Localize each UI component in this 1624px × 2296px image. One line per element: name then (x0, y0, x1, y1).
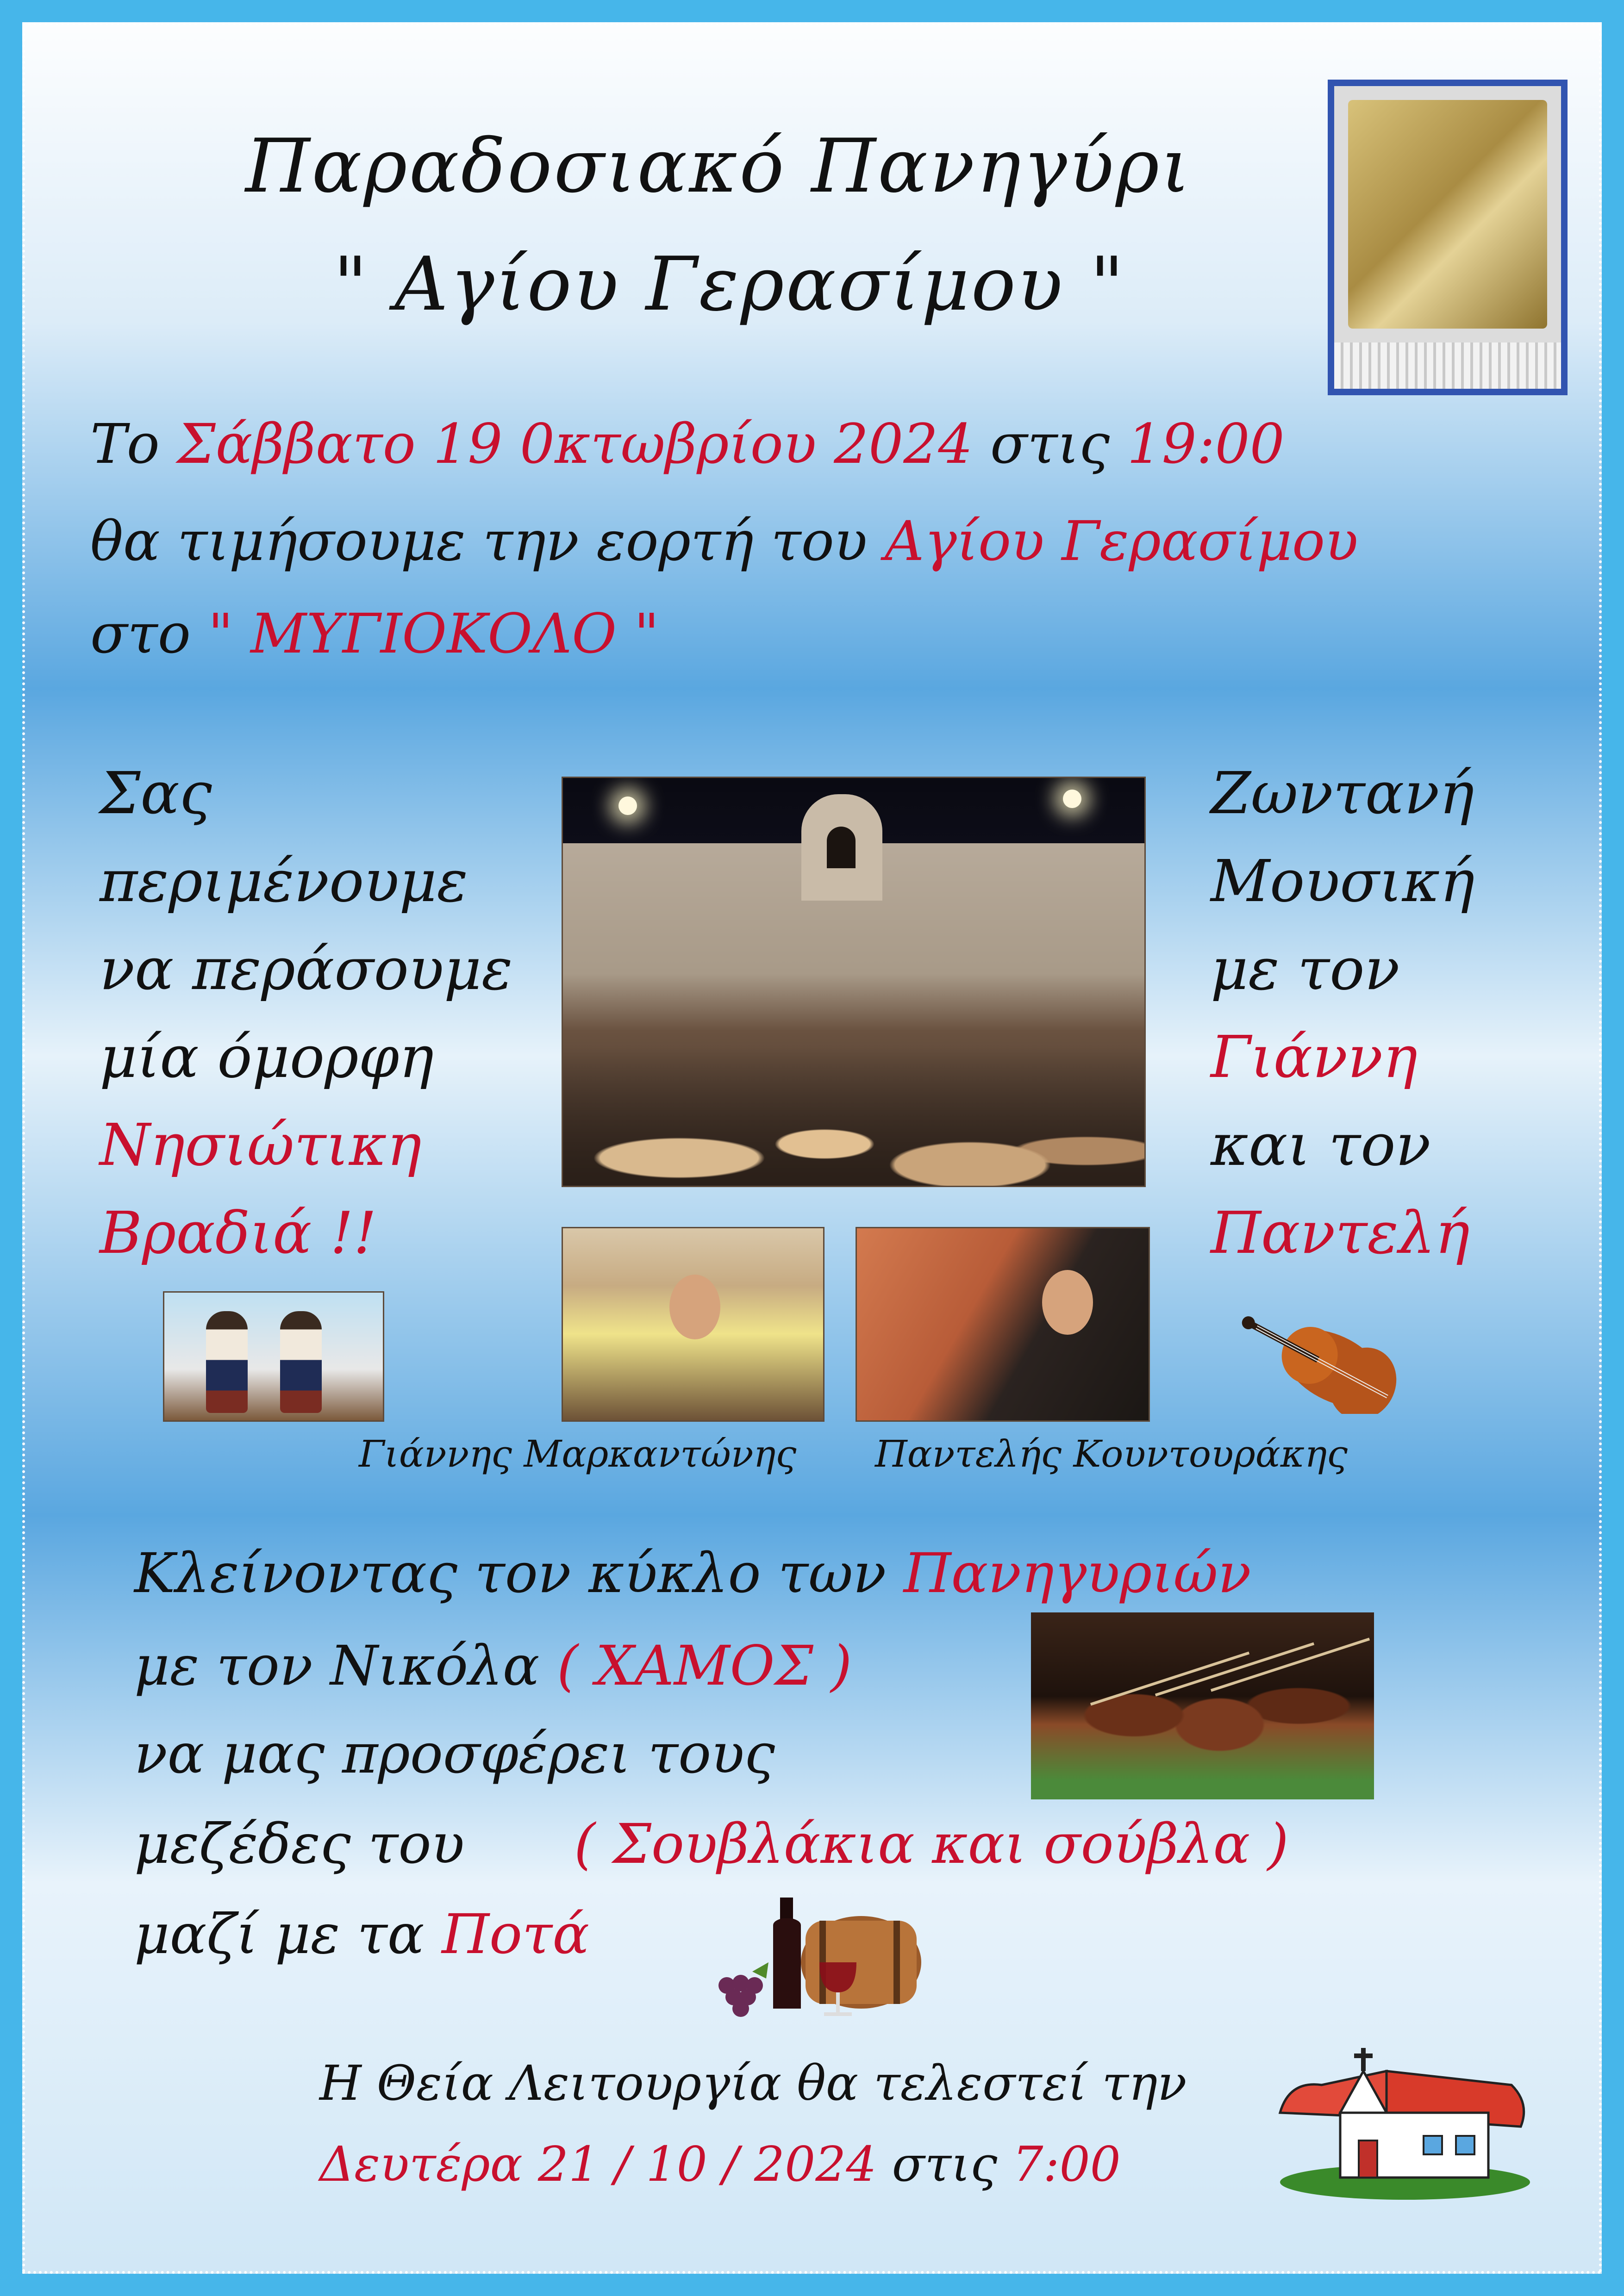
right-line-5: και τον (1211, 1112, 1431, 1179)
intro-date: Σάββατο 19 0κτωβρίου 2024 (177, 412, 973, 476)
icon-plate (1348, 100, 1547, 329)
intro-time: 19:00 (1127, 412, 1285, 476)
dancer-figure (206, 1311, 248, 1413)
violin-icon (1234, 1294, 1419, 1414)
violinist-caption: Γιάννης Μαρκαντώνης (359, 1432, 797, 1475)
violinist-photo (562, 1227, 824, 1422)
intro-line-3 (90, 602, 659, 666)
musician-face (1042, 1270, 1093, 1335)
closing-line-3: να μας προσφέρει τους (134, 1722, 775, 1786)
intro-the: Το (90, 412, 177, 476)
intro-line-2 (90, 509, 1358, 573)
right-line-6: Παντελή (1211, 1200, 1470, 1267)
wine-icon (708, 1893, 931, 2022)
closing-chamos: ( ΧΑΜΟΣ ) (557, 1634, 852, 1698)
saint-icon-photo (1328, 80, 1568, 395)
street-lamp (1063, 790, 1081, 808)
skewer (1090, 1652, 1249, 1706)
right-line-4: Γιάννη (1211, 1024, 1418, 1091)
closing-together: μαζί με τα (134, 1902, 442, 1966)
closing-line-4b: ( Σουβλάκια και σούβλα ) (574, 1812, 1289, 1876)
left-line-1: Σας (100, 760, 212, 827)
intro-at-place: στο (90, 602, 208, 666)
closing-line-2 (134, 1634, 852, 1698)
skewer (1211, 1638, 1370, 1692)
closing-drinks: Ποτά (442, 1902, 590, 1966)
liturgy-line-1: Η Θεία Λειτουργία θα τελεστεί την (319, 2055, 1187, 2111)
left-line-5: Νησιώτικη (100, 1112, 422, 1179)
right-text-block (1211, 750, 1474, 1277)
liturgy-date: Δευτέρα 21 / 10 / 2024 (319, 2136, 877, 2192)
church-festival-photo (562, 777, 1146, 1187)
title-line-2: " Αγίου Γερασίμου " (333, 241, 1126, 327)
right-line-2: Μουσική (1211, 848, 1475, 915)
closing-line-1 (134, 1541, 1251, 1605)
souvlaki-photo (1031, 1612, 1374, 1799)
intro-saint: Αγίου Γερασίμου (885, 509, 1358, 573)
icon-lace (1334, 342, 1561, 389)
closing-festivals: Πανηγυριών (903, 1541, 1251, 1605)
left-line-6: Βραδιά !! (100, 1200, 377, 1267)
liturgy-at: στις (876, 2136, 1013, 2192)
liturgy-time: 7:00 (1012, 2136, 1121, 2192)
closing-line-4a: μεζέδες του (134, 1812, 465, 1876)
dancer-figure (280, 1311, 322, 1413)
intro-line-1 (90, 412, 1285, 476)
left-text-block (100, 750, 512, 1277)
intro-place: " ΜΥΓΙΟΚΟΛΟ " (208, 602, 659, 666)
intro-at: στις (973, 412, 1127, 476)
right-line-1: Ζωντανή (1211, 760, 1474, 827)
title-line-1: Παραδοσιακό Πανηγύρι (245, 123, 1192, 209)
right-line-3: με τον (1211, 936, 1400, 1003)
intro-honor: θα τιμήσουμε την εορτή του (90, 509, 885, 573)
musician-face (669, 1275, 720, 1339)
chapel-icon (1271, 2043, 1539, 2201)
closing-closing: Κλείνοντας τον κύκλο των (134, 1541, 904, 1605)
left-line-4: μία όμορφη (100, 1024, 434, 1091)
dancers-illustration (163, 1291, 384, 1422)
left-line-2: περιμένουμε (100, 848, 468, 915)
closing-with: με τον Νικόλα (134, 1634, 557, 1698)
guitarist-photo (856, 1227, 1150, 1422)
bell-tower (801, 794, 882, 901)
liturgy-line-2 (319, 2136, 1121, 2192)
closing-line-5 (134, 1902, 589, 1966)
crowd (563, 1047, 1144, 1186)
guitarist-caption: Παντελής Κουντουράκης (875, 1432, 1348, 1475)
skewer (1155, 1643, 1314, 1697)
left-line-3: να περάσουμε (100, 936, 513, 1003)
street-lamp (618, 796, 637, 815)
